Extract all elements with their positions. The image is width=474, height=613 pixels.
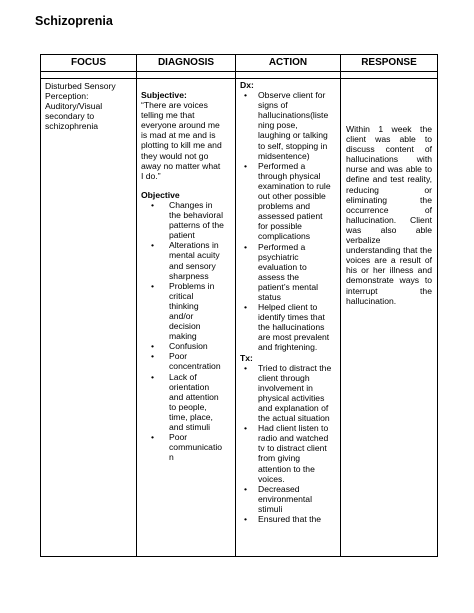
objective-item-text: Confusion	[169, 341, 208, 352]
document-title: Schizoprenia	[35, 14, 113, 28]
bullet-icon: •	[151, 432, 155, 443]
bullet-icon: •	[151, 341, 155, 352]
spacer-cell	[341, 72, 438, 79]
action-cell	[236, 79, 341, 557]
response-text: Within 1 week the client was able to discuss content of hallucinations with nurse and was able to define and test reality, reducing or eliminating the occurrence of hallucination. Client was also able verbalize understanding that the voices are a result of his or her illness and demonstrate ways to interrupt the hallucination.	[346, 124, 432, 306]
dx-item	[240, 90, 336, 161]
header-response: RESPONSE	[341, 55, 438, 72]
spacer-cell	[137, 72, 236, 79]
objective-label: Objective	[141, 189, 180, 200]
diagnosis-cell	[137, 79, 236, 557]
tx-item	[240, 363, 336, 424]
header-diagnosis: DIAGNOSIS	[137, 55, 236, 72]
bullet-icon: •	[244, 514, 248, 525]
bullet-icon: •	[151, 240, 155, 251]
tx-item	[240, 484, 336, 514]
subjective-label: Subjective:	[141, 90, 187, 100]
bullet-icon: •	[151, 280, 155, 291]
tx-item-text: Had client listen to radio and watched tv to distract client from giving attention to the voices.	[258, 423, 329, 484]
header-focus: FOCUS	[41, 55, 137, 72]
tx-item-text: Decreased environmental stimuli	[258, 483, 312, 514]
dx-item-text: Performed a psychiatric evaluation to assess the patient’s mental status	[258, 241, 319, 302]
subjective-quote: “There are voices telling me that everyone around me is mad at me and is plotting to kill me and they would not go away no matter what I do.”	[141, 100, 222, 181]
objective-item-text: Alterations in mental acuity and sensory sharpness	[169, 240, 220, 281]
bullet-icon: •	[244, 423, 248, 434]
dx-item	[240, 242, 336, 303]
bullet-icon: •	[151, 371, 155, 382]
objective-item-text: Problems in critical thinking and/or decision making	[169, 280, 215, 342]
bullet-icon: •	[244, 302, 248, 313]
tx-list	[240, 363, 336, 525]
objective-list	[141, 200, 231, 462]
tx-item-text: Ensured that the	[258, 514, 322, 525]
objective-item	[141, 200, 231, 240]
header-row	[41, 55, 438, 72]
bullet-icon: •	[244, 241, 248, 252]
objective-item	[141, 372, 231, 433]
objective-item-text: Lack of orientation and attention to people, time, place, and stimuli	[169, 371, 219, 432]
bullet-icon: •	[151, 199, 155, 210]
nursing-care-plan-table	[40, 54, 438, 557]
dx-item-text: Observe client for signs of hallucinations(liste ning pose, laughing or talking to self, stopping in midsentence)	[258, 90, 329, 161]
focus-cell: Disturbed Sensory Perception: Auditory/Visual secondary to schizophrenia	[41, 79, 137, 557]
spacer-cell	[41, 72, 137, 79]
tx-item	[240, 514, 336, 524]
bullet-icon: •	[151, 351, 155, 362]
bullet-icon: •	[244, 90, 248, 101]
dx-item	[240, 161, 336, 242]
care-plan-row	[41, 79, 438, 557]
dx-label: Dx:	[240, 80, 254, 90]
spacer-row	[41, 72, 438, 79]
dx-item-text: Performed a through physical examination to rule out other possible problems and assessed patient for possible complications	[258, 160, 331, 242]
objective-item	[141, 432, 231, 462]
objective-item	[141, 351, 231, 371]
dx-item-text: Helped client to identify times that the hallucinations are most prevalent and frightening.	[258, 302, 330, 353]
objective-item-text: Poor communicatio n	[169, 432, 223, 463]
objective-item	[141, 240, 231, 280]
response-cell	[341, 79, 438, 557]
objective-item-text: Changes in the behavioral patterns of the patient	[169, 199, 224, 241]
tx-item-text: Tried to distract the client through involvement in physical activities and explanation of the actual situation	[258, 362, 332, 424]
bullet-icon: •	[244, 160, 248, 171]
objective-item-text: Poor concentration	[169, 351, 221, 372]
bullet-icon: •	[244, 483, 248, 494]
spacer-cell	[236, 72, 341, 79]
tx-label: Tx:	[240, 352, 253, 363]
objective-item	[141, 281, 231, 342]
tx-item	[240, 423, 336, 484]
header-action: ACTION	[236, 55, 341, 72]
dx-list	[240, 90, 336, 352]
objective-item	[141, 341, 231, 351]
bullet-icon: •	[244, 362, 248, 373]
dx-item	[240, 302, 336, 352]
